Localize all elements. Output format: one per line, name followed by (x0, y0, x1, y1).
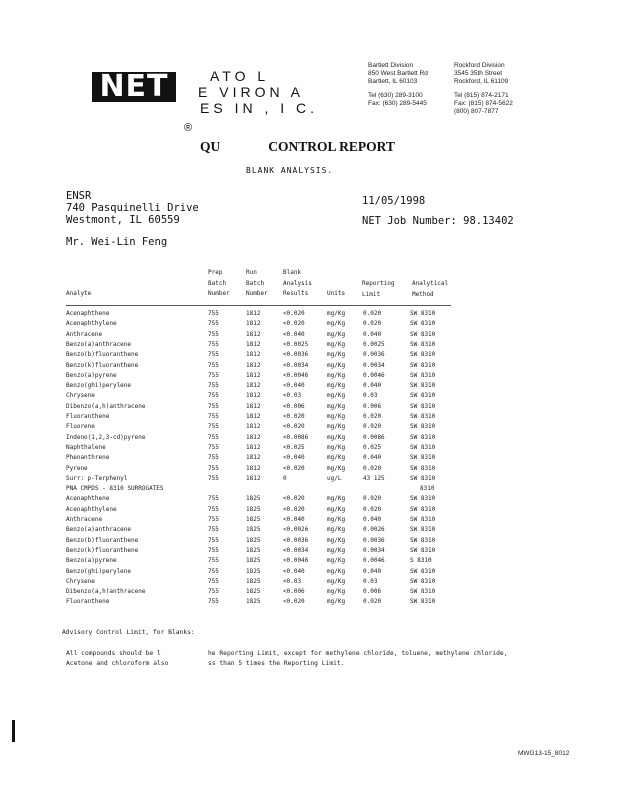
cell-prep: 755 (208, 413, 219, 420)
cell-run: 1825 (246, 567, 261, 575)
cell-units: mg/Kg (327, 310, 346, 317)
cell-run: 1812 (246, 340, 261, 348)
col-header-limit (362, 279, 395, 300)
bartlett-division-address (368, 62, 428, 108)
cell-analyte: Acenaphthylene (66, 505, 117, 513)
table-row (0, 567, 618, 577)
cell-units: mg/Kg (327, 546, 346, 554)
cell-units: mg/Kg (327, 443, 346, 451)
cell-units: mg/Kg (327, 598, 346, 606)
address-line: Rockford Division (454, 62, 505, 69)
cell-method: SW 8310 (410, 536, 436, 544)
cell-analyte: Dibenzo(a,h)anthracene (66, 588, 146, 596)
cell-analyte: Pyrene (66, 464, 88, 472)
cell-analyte: Benzo(b)fluoranthene (66, 351, 139, 359)
table-row (0, 361, 618, 371)
cell-prep: 755 (208, 588, 219, 596)
header-line: Analysis (283, 279, 312, 287)
advisory-note: Advisory Control Limit, for Blanks: (62, 629, 195, 636)
address-line: 850 West Bartlett Rd (368, 70, 428, 77)
cell-units: mg/Kg (327, 557, 346, 565)
cell-units: mg/Kg (327, 495, 346, 503)
address-line: (800) 807-7877 (454, 108, 499, 115)
cell-units: mg/Kg (327, 382, 346, 390)
cell-result: <0.020 (283, 495, 305, 503)
cell-result: <0.0046 (283, 557, 309, 565)
report-title-right: CONTROL REPORT (268, 139, 395, 154)
cell-result: <0.0034 (283, 361, 309, 369)
cell-limit: 0.020 (363, 320, 382, 328)
cell-limit: 0.020 (363, 598, 382, 606)
cell-analyte: Naphthalene (66, 443, 106, 451)
table-row (0, 422, 618, 432)
cell-result: <0.040 (283, 516, 305, 523)
cell-analyte: Surr: p-Terphenyl (66, 474, 128, 482)
cell-result: <0.025 (283, 443, 305, 451)
cell-units: mg/Kg (327, 402, 346, 410)
cell-analyte: Acenaphthylene (66, 320, 117, 328)
cell-limit: 0.020 (363, 310, 382, 317)
cell-method: 8310 (420, 485, 435, 493)
table-row (0, 577, 618, 587)
cell-prep: 755 (208, 402, 219, 410)
cell-limit: 0.040 (363, 567, 382, 575)
cell-prep: 755 (208, 443, 219, 451)
cell-analyte: Benzo(a)anthracene (66, 526, 132, 534)
cell-run: 1825 (246, 598, 261, 606)
cell-method: SW 8310 (410, 351, 436, 359)
cell-analyte: Chrysene (66, 392, 95, 400)
cell-method: SW 8310 (410, 413, 436, 420)
header-line: Limit (362, 290, 381, 298)
cell-prep: 755 (208, 433, 219, 441)
cell-units: mg/Kg (327, 330, 346, 338)
cell-method: SW 8310 (410, 392, 436, 400)
cell-units: mg/Kg (327, 536, 346, 544)
cell-method: SW 8310 (410, 310, 436, 317)
cell-result: <0.0036 (283, 536, 309, 544)
cell-limit: 0.040 (363, 382, 382, 390)
address-line: Tel (630) 289-3100 (368, 92, 423, 99)
cell-run: 1812 (246, 371, 261, 379)
col-header-result (283, 268, 312, 300)
table-row (0, 474, 618, 484)
cell-analyte: Benzo(ghi)perylene (66, 567, 132, 575)
cell-limit: 0.03 (363, 577, 378, 585)
col-header-method (412, 279, 448, 300)
cell-units: mg/Kg (327, 588, 346, 596)
cell-run: 1812 (246, 351, 261, 359)
cell-units: mg/Kg (327, 320, 346, 328)
cell-prep: 755 (208, 516, 219, 523)
cell-units: mg/Kg (327, 423, 346, 431)
cell-method: SW 8310 (410, 320, 436, 328)
header-line: Blank (283, 269, 302, 276)
cell-method: SW 8310 (410, 588, 436, 596)
cell-prep: 755 (208, 526, 219, 534)
cell-limit: 0.0034 (363, 361, 385, 369)
cell-analyte: Benzo(a)pyrene (66, 371, 117, 379)
cell-prep: 755 (208, 495, 219, 503)
cell-run: 1812 (246, 464, 261, 472)
cell-units: mg/Kg (327, 371, 346, 379)
cell-result: <0.006 (283, 402, 305, 410)
cell-prep: 755 (208, 382, 219, 390)
cell-method: SW 8310 (410, 505, 436, 513)
cell-method: SW 8310 (410, 464, 436, 472)
cell-result: <0.020 (283, 423, 305, 431)
table-row (0, 381, 618, 391)
table-row (0, 391, 618, 401)
cell-limit: 0.020 (363, 464, 382, 472)
cell-result: <0.03 (283, 392, 302, 400)
cell-limit: 0.040 (363, 330, 382, 338)
cell-limit: 0.03 (363, 392, 378, 400)
cell-method: SW 8310 (410, 382, 436, 390)
table-row (0, 464, 618, 474)
client-city: Westmont, IL 60559 (66, 214, 180, 226)
cell-result: <0.03 (283, 577, 302, 585)
cell-limit: 0.0086 (363, 433, 385, 441)
address-line: Fax: (815) 874-5622 (454, 100, 513, 107)
cell-run: 1812 (246, 443, 261, 451)
cell-result: <0.0036 (283, 351, 309, 359)
cell-result: <0.040 (283, 382, 305, 390)
table-row (0, 556, 618, 566)
cell-units: ug/L (327, 474, 342, 482)
cell-method: SW 8310 (410, 371, 436, 379)
table-row (0, 319, 618, 329)
cell-limit: 0.025 (363, 443, 382, 451)
cell-method: SW 8310 (410, 474, 436, 482)
cell-method: SW 8310 (410, 340, 436, 348)
cell-units: mg/Kg (327, 464, 346, 472)
header-rule (66, 305, 451, 306)
cell-limit: 0.020 (363, 495, 382, 503)
cell-method: SW 8310 (410, 546, 436, 554)
cell-run: 1825 (246, 536, 261, 544)
client-name: ENSR (66, 190, 92, 202)
table-row (0, 412, 618, 422)
note-right (208, 649, 508, 669)
cell-prep: 755 (208, 536, 219, 544)
cell-prep: 755 (208, 423, 219, 431)
table-row (0, 515, 618, 525)
cell-run: 1812 (246, 433, 261, 441)
cell-result: <0.0046 (283, 371, 309, 379)
table-row (0, 340, 618, 350)
address-line: Rockford, IL 61109 (454, 78, 509, 85)
cell-units: mg/Kg (327, 340, 346, 348)
cell-run: 1812 (246, 382, 261, 390)
net-logo (92, 69, 176, 104)
cell-prep: 755 (208, 371, 219, 379)
report-title (200, 139, 395, 155)
cell-prep: 755 (208, 330, 219, 338)
registered-mark: ® (184, 122, 193, 134)
header-line: Analytical (412, 280, 449, 287)
cell-method: SW 8310 (410, 454, 436, 462)
cell-run: 1825 (246, 526, 261, 534)
note-line: All compounds should be l (66, 650, 161, 657)
cell-analyte: Benzo(a)pyrene (66, 557, 117, 565)
cell-analyte: Benzo(b)fluoranthene (66, 536, 139, 544)
note-line: Acetone and chloroform also (66, 660, 169, 667)
table-row (0, 402, 618, 412)
col-header-analyte: Analyte (66, 290, 92, 297)
client-street: 740 Pasquinelli Drive (66, 202, 199, 214)
cell-prep: 755 (208, 598, 219, 606)
cell-result: <0.0034 (283, 546, 309, 554)
cell-result: <0.040 (283, 567, 305, 575)
table-row (0, 494, 618, 504)
table-row (0, 453, 618, 463)
scan-artifact-bar (12, 720, 15, 742)
cell-run: 1812 (246, 413, 261, 420)
company-name-line3: ES IN , I C. (200, 100, 319, 116)
cell-prep: 755 (208, 361, 219, 369)
cell-limit: 0.0046 (363, 371, 385, 379)
col-header-prep (208, 268, 230, 300)
cell-units: mg/Kg (327, 413, 346, 420)
cell-units: mg/Kg (327, 392, 346, 400)
table-row (0, 330, 618, 340)
report-title-left: QU (200, 139, 221, 154)
cell-units: mg/Kg (327, 361, 346, 369)
cell-units: mg/Kg (327, 351, 346, 359)
cell-run: 1825 (246, 495, 261, 503)
client-address (66, 190, 199, 226)
cell-result: <0.020 (283, 320, 305, 328)
header-line: Batch (246, 279, 265, 287)
cell-analyte: Benzo(k)fluoranthene (66, 361, 139, 369)
cell-units: mg/Kg (327, 567, 346, 575)
header-line: Reporting (362, 280, 395, 287)
cell-run: 1812 (246, 454, 261, 462)
cell-result: <0.040 (283, 454, 305, 462)
cell-prep: 755 (208, 464, 219, 472)
address-line: Bartlett, IL 60103 (368, 78, 418, 85)
cell-result: <0.040 (283, 330, 305, 338)
header-line: Batch (208, 279, 227, 287)
cell-limit: 0.040 (363, 454, 382, 462)
table-row (0, 546, 618, 556)
cell-prep: 755 (208, 392, 219, 400)
address-line: 3545 35th Street (454, 70, 503, 77)
cell-method: SW 8310 (410, 402, 436, 410)
cell-prep: 755 (208, 546, 219, 554)
cell-analyte: Fluoranthene (66, 598, 110, 606)
cell-analyte: Anthracene (66, 516, 103, 523)
table-row (0, 525, 618, 535)
cell-limit: 0.006 (363, 402, 382, 410)
table-row (0, 597, 618, 607)
header-line: Run (246, 269, 257, 276)
address-line: Bartlett Division (368, 62, 414, 69)
cell-method: SW 8310 (410, 567, 436, 575)
cell-method: SW 8310 (410, 516, 436, 523)
cell-prep: 755 (208, 577, 219, 585)
cell-prep: 755 (208, 351, 219, 359)
cell-result: <0.020 (283, 464, 305, 472)
cell-units: mg/Kg (327, 577, 346, 585)
cell-limit: 0.020 (363, 413, 382, 420)
cell-limit: 0.0025 (363, 340, 385, 348)
cell-prep: 755 (208, 474, 219, 482)
cell-result: <0.020 (283, 505, 305, 513)
table-row (0, 433, 618, 443)
table-row (0, 505, 618, 515)
cell-result: <0.006 (283, 588, 305, 596)
cell-limit: 0.0036 (363, 351, 385, 359)
cell-analyte: Benzo(a)anthracene (66, 340, 132, 348)
cell-analyte: Indeno(1,2,3-cd)pyrene (66, 433, 146, 441)
cell-analyte: Fluoranthene (66, 413, 110, 420)
cell-run: 1825 (246, 505, 261, 513)
note-line: ss than 5 times the Reporting Limit. (208, 660, 345, 667)
company-name-line1: ATO L (210, 68, 270, 84)
table-row (0, 371, 618, 381)
cell-method: SW 8310 (410, 330, 436, 338)
report-date: 11/05/1998 (362, 195, 426, 207)
cell-analyte: Acenaphthene (66, 310, 110, 317)
table-row (0, 309, 618, 319)
cell-prep: 755 (208, 567, 219, 575)
cell-prep: 755 (208, 320, 219, 328)
logo-text: NET (99, 69, 169, 104)
cell-run: 1812 (246, 330, 261, 338)
cell-run: 1812 (246, 423, 261, 431)
header-line: Number (208, 290, 230, 297)
cell-result: <0.020 (283, 310, 305, 317)
cell-limit: 0.020 (363, 505, 382, 513)
cell-run: 1812 (246, 361, 261, 369)
note-line: he Reporting Limit, except for methylene chloride, toluene, methylene chloride, (208, 650, 508, 657)
cell-prep: 755 (208, 340, 219, 348)
cell-limit: 43 125 (363, 474, 385, 482)
col-header-run (246, 268, 268, 300)
cell-prep: 755 (208, 310, 219, 317)
cell-method: SW 8310 (410, 423, 436, 431)
cell-limit: 0.040 (363, 516, 382, 523)
cell-analyte: Chrysene (66, 577, 95, 585)
cell-method: SW 8310 (410, 495, 436, 503)
cell-result: <0.0086 (283, 433, 309, 441)
document-id: MWG13-15_8012 (518, 750, 570, 757)
cell-method: S 8310 (410, 557, 432, 565)
cell-prep: 755 (208, 557, 219, 565)
cell-method: SW 8310 (410, 361, 436, 369)
report-subtitle: BLANK ANALYSIS. (246, 166, 334, 175)
cell-analyte: PNA CMPDS - 8310 SURROGATES (66, 485, 164, 493)
cell-method: SW 8310 (410, 598, 436, 606)
header-line: Prep (208, 269, 223, 276)
table-row (0, 350, 618, 360)
cell-units: mg/Kg (327, 526, 346, 534)
cell-run: 1825 (246, 546, 261, 554)
cell-limit: 0.0046 (363, 557, 385, 565)
cell-method: SW 8310 (410, 526, 436, 534)
job-number: NET Job Number: 98.13402 (362, 215, 514, 227)
cell-run: 1825 (246, 588, 261, 596)
cell-prep: 755 (208, 505, 219, 513)
cell-run: 1812 (246, 320, 261, 328)
cell-run: 1825 (246, 557, 261, 565)
cell-units: mg/Kg (327, 454, 346, 462)
cell-analyte: Benzo(k)fluoranthene (66, 546, 139, 554)
rockford-division-address (454, 62, 513, 116)
cell-run: 1812 (246, 474, 261, 482)
cell-limit: 0.020 (363, 423, 382, 431)
cell-limit: 0.0034 (363, 546, 385, 554)
cell-analyte: Phenanthrene (66, 454, 110, 462)
cell-analyte: Anthracene (66, 330, 103, 338)
cell-analyte: Benzo(ghi)perylene (66, 382, 132, 390)
address-line: Tel (815) 874-2171 (454, 92, 509, 99)
header-line: Number (246, 290, 268, 297)
cell-analyte: Dibenzo(a,h)anthracene (66, 402, 146, 410)
cell-method: SW 8310 (410, 443, 436, 451)
cell-units: mg/Kg (327, 505, 346, 513)
cell-limit: 0.0026 (363, 526, 385, 534)
cell-run: 1825 (246, 516, 261, 523)
col-header-units: Units (327, 290, 346, 297)
cell-result: <0.0026 (283, 526, 309, 534)
cell-limit: 0.0036 (363, 536, 385, 544)
cell-run: 1812 (246, 310, 261, 317)
cell-limit: 0.006 (363, 588, 382, 596)
cell-result: <0.020 (283, 413, 305, 420)
client-contact: Mr. Wei-Lin Feng (66, 236, 168, 248)
table-row (0, 443, 618, 453)
table-row (0, 484, 618, 494)
header-line: Method (412, 290, 434, 298)
cell-prep: 755 (208, 454, 219, 462)
cell-units: mg/Kg (327, 516, 346, 523)
cell-run: 1825 (246, 577, 261, 585)
cell-analyte: Acenaphthene (66, 495, 110, 503)
table-row (0, 536, 618, 546)
note-left (66, 649, 168, 669)
company-name-line2: E VIRON A (198, 84, 305, 100)
table-row (0, 587, 618, 597)
cell-result: <0.020 (283, 598, 305, 606)
cell-method: SW 8310 (410, 577, 436, 585)
cell-run: 1812 (246, 402, 261, 410)
address-line: Fax: (630) 289-5445 (368, 100, 427, 107)
cell-method: SW 8310 (410, 433, 436, 441)
cell-result: <0.0025 (283, 340, 309, 348)
cell-run: 1812 (246, 392, 261, 400)
cell-units: mg/Kg (327, 433, 346, 441)
header-line: Results (283, 290, 309, 297)
cell-result: 0 (283, 474, 287, 482)
cell-analyte: Fluorene (66, 423, 95, 431)
